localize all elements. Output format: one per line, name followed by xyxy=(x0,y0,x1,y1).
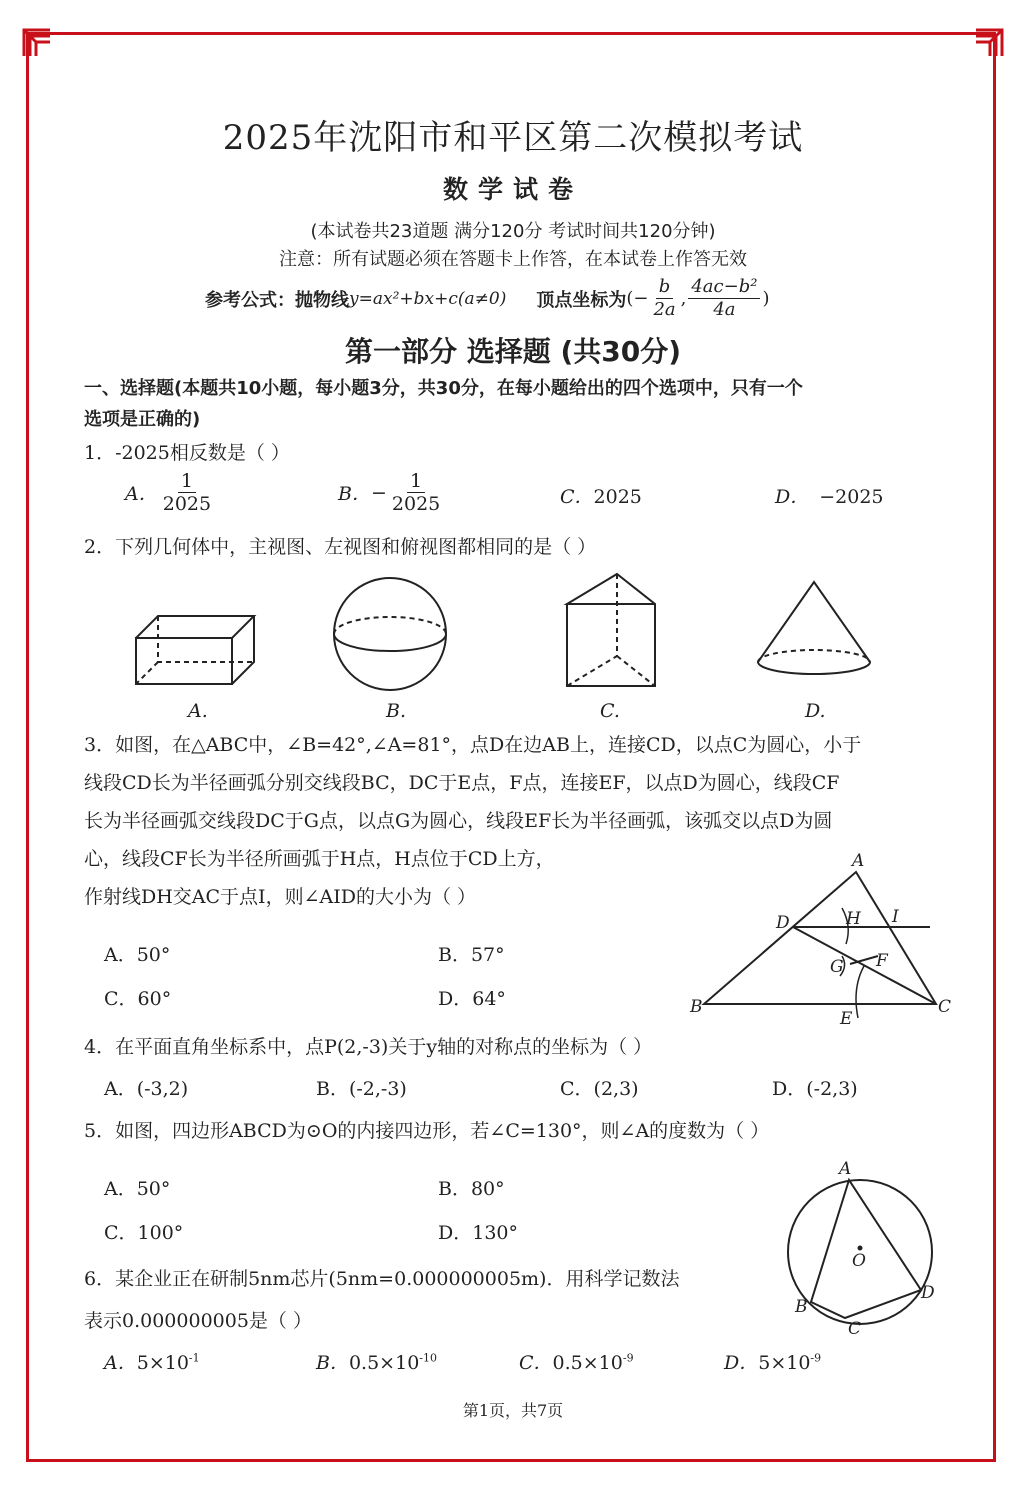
fig3-label-c: C xyxy=(938,997,952,1017)
q6-c-exponent: -9 xyxy=(622,1351,634,1365)
fig5-label-b: B xyxy=(795,1297,808,1317)
vertex-f2-den: 4a xyxy=(713,299,736,320)
q1-b-den: 2025 xyxy=(391,493,441,515)
fig5-label-c: C xyxy=(848,1319,862,1339)
q1-d-label: D． xyxy=(775,486,810,508)
q3-triangle-figure xyxy=(680,848,970,1028)
fig3-label-e: E xyxy=(840,1009,853,1028)
fig3-label-h: H xyxy=(846,909,861,929)
q2-label-d: D. xyxy=(805,700,826,722)
q5-option-c: C．100° xyxy=(104,1222,184,1244)
fig3-label-f: F xyxy=(876,951,888,971)
fig3-label-a: A xyxy=(852,851,865,871)
q6-c-base: 0.5×10 xyxy=(552,1352,623,1374)
fig5-label-d: D xyxy=(921,1283,935,1303)
q5-option-b: B．80° xyxy=(438,1178,505,1200)
fig3-label-g: G xyxy=(830,957,844,977)
q3-option-b: B．57° xyxy=(438,944,505,966)
q6-d-label: D． xyxy=(724,1352,759,1374)
cuboid-figure xyxy=(136,616,254,684)
segment-dc xyxy=(793,927,936,1004)
q6-option-d xyxy=(724,1348,821,1375)
q3-option-d: D．64° xyxy=(438,988,506,1010)
q1-b-fraction xyxy=(389,470,443,515)
q2-solids-figure xyxy=(120,560,900,700)
q3-line-3: 长为半径画弧交线段DC于G点，以点G为圆心，线段EF长为半径画弧，该弧交以点D为圆 xyxy=(84,810,833,832)
vertex-fraction-2 xyxy=(688,276,760,321)
q3-line-5: 作射线DH交AC于点I，则∠AID的大小为（ ） xyxy=(84,886,476,908)
q2-stem: 2．下列几何体中，主视图、左视图和俯视图都相同的是（ ） xyxy=(84,536,597,558)
exam-info-line: (本试卷共23道题 满分120分 考试时间共120分钟) xyxy=(310,221,716,242)
q6-line-1: 6．某企业正在研制5nm芯片(5nm=0.000000005m)．用科学记数法 xyxy=(84,1268,680,1290)
q1-b-num: 1 xyxy=(407,470,425,493)
q6-b-label: B． xyxy=(316,1352,349,1374)
q3-line-4: 心，线段CF长为半径所画弧于H点，H点位于CD上方， xyxy=(84,848,555,870)
q1-option-b xyxy=(338,470,445,515)
q4-option-a: A．(-3,2) xyxy=(104,1078,189,1100)
q1-d-value: −2025 xyxy=(819,486,884,508)
exam-subtitle: 数学试卷 xyxy=(442,175,583,204)
q6-d-base: 5×10 xyxy=(758,1352,811,1374)
q6-a-base: 5×10 xyxy=(136,1352,189,1374)
q6-a-exponent: -1 xyxy=(188,1351,200,1365)
q1-b-label: B． xyxy=(338,483,371,505)
vertex-comma: , xyxy=(680,288,687,309)
arc-ef xyxy=(856,966,864,1018)
q3-line-1: 3．如图，在△ABC中，∠B=42°,∠A=81°，点D在边AB上，连接CD，以点C为圆心，小于 xyxy=(84,734,862,756)
page-footer: 第1页，共7页 xyxy=(462,1401,564,1420)
q1-a-fraction xyxy=(160,470,214,515)
q2-label-c: C. xyxy=(600,700,620,722)
fig3-label-i: I xyxy=(892,907,899,927)
triangular-prism-figure xyxy=(567,574,655,686)
q1-a-label: A． xyxy=(125,483,158,505)
section-instruction-1: 一、选择题(本题共10小题，每小题3分，共30分，在每小题给出的四个选项中，只有一个 xyxy=(84,378,803,399)
q3-option-c: C．60° xyxy=(104,988,172,1010)
q6-option-c xyxy=(519,1348,634,1375)
q3-option-a: A．50° xyxy=(104,944,171,966)
fig3-label-b: B xyxy=(690,997,703,1017)
q6-option-a xyxy=(104,1348,200,1375)
q1-stem: 1．-2025相反数是（ ） xyxy=(84,442,290,464)
q1-option-d xyxy=(775,482,884,509)
q5-option-a: A．50° xyxy=(104,1178,171,1200)
corner-ornament-top-right xyxy=(974,28,1004,58)
section-instruction-2: 选项是正确的) xyxy=(84,409,201,430)
q2-label-b: B. xyxy=(386,700,407,722)
q1-c-label: C． xyxy=(560,486,594,508)
center-point-o xyxy=(858,1246,863,1251)
q6-b-exponent: -10 xyxy=(419,1351,438,1365)
fig5-label-o: O xyxy=(852,1251,866,1271)
q3-line-2: 线段CD长为半径画弧分别交线段BC，DC于E点，F点，连接EF，以点D为圆心，线段CF xyxy=(84,772,840,794)
q4-option-b: B．(-2,-3) xyxy=(316,1078,407,1100)
q6-line-2: 表示0.000000005是（ ） xyxy=(84,1310,312,1332)
q2-label-a: A. xyxy=(188,700,208,722)
q1-option-a xyxy=(125,470,216,515)
q6-c-label: C． xyxy=(519,1352,553,1374)
cone-figure xyxy=(758,582,870,674)
fig3-label-d: D xyxy=(776,913,790,933)
fig5-label-a: A xyxy=(839,1159,852,1179)
q1-a-num: 1 xyxy=(178,470,196,493)
corner-ornament-top-left xyxy=(22,28,52,58)
exam-title: 2025年沈阳市和平区第二次模拟考试 xyxy=(222,118,804,158)
vertex-f2-num: 4ac−b² xyxy=(688,276,760,299)
q5-option-d: D．130° xyxy=(438,1222,518,1244)
vertex-fraction-1 xyxy=(650,276,678,321)
quadrilateral-abcd xyxy=(811,1180,921,1318)
q5-circle-figure xyxy=(775,1152,955,1342)
q4-stem: 4．在平面直角坐标系中，点P(2,-3)关于y轴的对称点的坐标为（ ） xyxy=(84,1036,653,1058)
q6-option-b xyxy=(316,1348,437,1375)
exam-notice: 注意：所有试题必须在答题卡上作答，在本试卷上作答无效 xyxy=(279,249,747,270)
vertex-open: (− xyxy=(626,288,649,309)
q1-a-den: 2025 xyxy=(162,493,212,515)
vertex-f1-den: 2a xyxy=(653,299,676,320)
vertex-f1-num: b xyxy=(656,276,674,299)
sphere-figure xyxy=(334,578,446,690)
q6-b-base: 0.5×10 xyxy=(348,1352,420,1374)
q1-option-c xyxy=(560,482,642,509)
q1-b-sign: − xyxy=(370,481,387,504)
q5-stem: 5．如图，四边形ABCD为⊙O的内接四边形，若∠C=130°，则∠A的度数为（ ） xyxy=(84,1120,770,1142)
vertex-label: 顶点坐标为 xyxy=(536,289,627,311)
q1-c-value: 2025 xyxy=(593,486,642,508)
formula-equation: y=ax²+bx+c(a≠0) xyxy=(349,288,507,309)
q6-a-label: A． xyxy=(104,1352,137,1374)
q4-option-c: C．(2,3) xyxy=(560,1078,639,1100)
vertex-close: ) xyxy=(762,288,770,309)
q4-option-d: D．(-2,3) xyxy=(772,1078,858,1100)
section-title: 第一部分 选择题 (共30分) xyxy=(344,335,682,368)
q6-d-exponent: -9 xyxy=(810,1351,822,1365)
reference-formula xyxy=(205,276,769,321)
formula-label: 参考公式：抛物线 xyxy=(205,289,349,311)
